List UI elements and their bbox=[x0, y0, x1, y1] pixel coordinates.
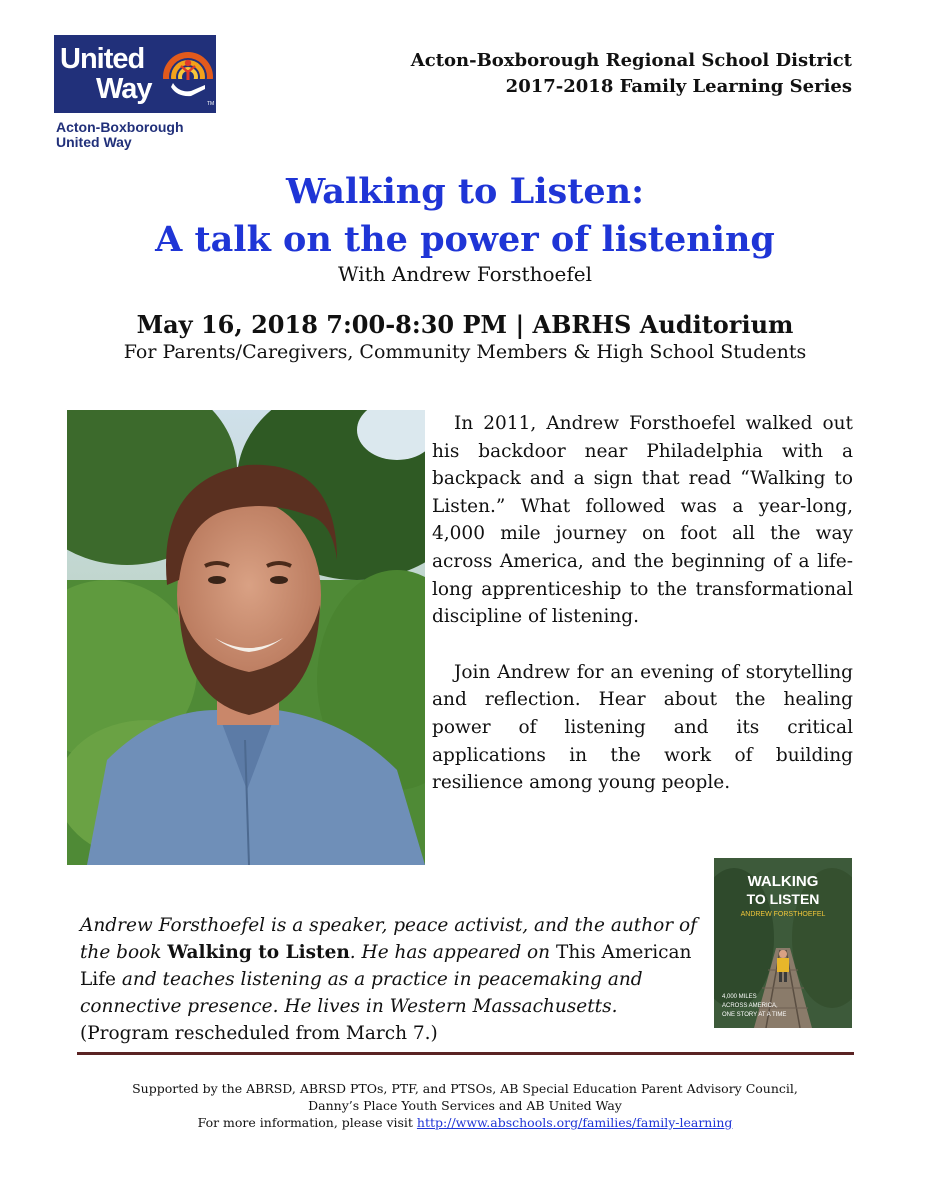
bio-show-title: This American Life bbox=[80, 942, 692, 990]
book-cover-image bbox=[714, 858, 852, 1028]
book-title-line1: WALKING bbox=[747, 873, 819, 890]
book-title-line2: TO LISTEN bbox=[746, 891, 820, 907]
book-tagline-line2: ACROSS AMERICA, bbox=[722, 1003, 778, 1009]
event-date-location: May 16, 2018 7:00-8:30 PM | ABRHS Auditorium bbox=[136, 310, 794, 339]
united-way-logo bbox=[54, 35, 216, 113]
trademark-mark: TM bbox=[207, 101, 215, 107]
description-paragraph-1: In 2011, Andrew Forsthoefel walked out his backdoor near Philadelphia with a backpack and a sign that read “Walking to Listen.” What followed was a year-long, 4,000 mile journey on foot all the way across America, and the beginning of a life-long apprenticeship to the transformational discipline of listening. bbox=[432, 413, 853, 628]
bio-text-1: Andrew Forsthoefel is a speaker, peace activist, and the author of the book bbox=[80, 915, 697, 963]
bio-text-3: and teaches listening as a practice in peacemaking and connective presence. He lives in Western Massachusetts. bbox=[80, 969, 643, 1017]
event-title bbox=[0, 168, 930, 264]
bio-book-title: Walking to Listen bbox=[167, 942, 350, 963]
speaker-bio bbox=[80, 912, 700, 1047]
bio-reschedule-note: (Program rescheduled from March 7.) bbox=[80, 1023, 438, 1044]
speaker-line: With Andrew Forsthoefel bbox=[338, 262, 592, 286]
bio-text-2: . He has appeared on bbox=[349, 942, 556, 963]
book-tagline-line1: 4,000 MILES bbox=[722, 994, 757, 1000]
logo-word-united: United bbox=[60, 43, 145, 75]
description-paragraph-2: Join Andrew for an evening of storytelling and reflection. Hear about the healing power of listening and its critical applications in the work of building resilience among young people. bbox=[432, 661, 853, 794]
event-description bbox=[432, 410, 853, 797]
event-audience: For Parents/Caregivers, Community Members & High School Students bbox=[123, 341, 807, 363]
logo-caption-line2: United Way bbox=[56, 134, 132, 150]
footer-divider bbox=[77, 1052, 854, 1055]
series-name: 2017-2018 Family Learning Series bbox=[505, 76, 852, 97]
family-learning-link[interactable]: http://www.abschools.org/families/family-learning bbox=[416, 1115, 733, 1130]
footer-info-line bbox=[0, 1114, 930, 1131]
footer-sponsors-line2: Danny’s Place Youth Services and AB United Way bbox=[308, 1098, 622, 1113]
speaker-photo bbox=[67, 410, 425, 865]
title-line2: A talk on the power of listening bbox=[155, 219, 775, 260]
logo-word-way: Way bbox=[96, 73, 152, 105]
rainbow-hand-icon bbox=[161, 41, 215, 107]
district-header bbox=[411, 48, 852, 100]
title-line1: Walking to Listen: bbox=[286, 171, 644, 212]
footer bbox=[0, 1080, 930, 1131]
district-name: Acton-Boxborough Regional School District bbox=[410, 50, 852, 71]
book-tagline-line3: ONE STORY AT A TIME bbox=[722, 1012, 787, 1018]
footer-info-prefix: For more information, please visit bbox=[197, 1115, 417, 1130]
logo-caption bbox=[56, 120, 184, 150]
logo-wordmark bbox=[60, 44, 152, 104]
footer-sponsors-line1: Supported by the ABRSD, ABRSD PTOs, PTF, and PTSOs, AB Special Education Parent Advisory Council, bbox=[132, 1081, 798, 1096]
book-author: ANDREW FORSTHOEFEL bbox=[740, 911, 826, 918]
logo-caption-line1: Acton-Boxborough bbox=[56, 119, 184, 135]
